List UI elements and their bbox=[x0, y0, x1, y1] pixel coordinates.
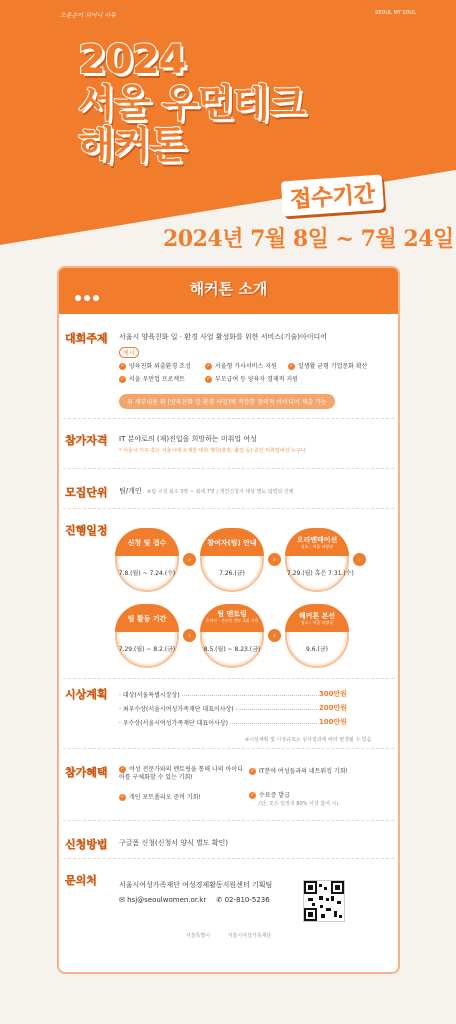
apply-method-label: 신청방법 bbox=[65, 838, 108, 851]
eligibility-sub: * 서울시 거주 혹은 서울시에 소재한 대학 재학(휴학, 졸업 등) 중인 미취업여성 누구나 bbox=[119, 448, 306, 454]
team-desc: 팀/개인 bbox=[119, 487, 142, 495]
prize-name: · 우수상(서울시여성가족재단 대표이사상) bbox=[119, 720, 228, 727]
step-title: 팀 멘토링 bbox=[217, 610, 247, 618]
step-date: 7.26.(금) bbox=[219, 570, 245, 577]
step-sub: 온라인 · 온라인 멘토 3회 지원 bbox=[205, 618, 259, 623]
hero-slogan: SEOUL MY SOUL bbox=[375, 10, 416, 16]
step-title: 팀 활동 기간 bbox=[127, 615, 167, 623]
hackathon-info-card bbox=[57, 266, 400, 974]
step-date: 7.29.(월) ~ 8.2.(금) bbox=[118, 646, 176, 653]
schedule-step bbox=[115, 528, 179, 592]
schedule-step bbox=[200, 528, 264, 592]
benefit-item: ✓ IT분야 여성들과의 네트워킹 기회! bbox=[250, 768, 348, 775]
foundation-logo: 서울시여성가족재단 bbox=[227, 933, 272, 939]
card-title: 해커톤 소개 bbox=[189, 280, 268, 298]
example-item: ✓ 일생활 균형 기업문화 확산 bbox=[289, 363, 368, 370]
cert-note: (단, 모든 일정의 80% 이상 참여 시) bbox=[259, 801, 339, 807]
prize-row bbox=[119, 704, 347, 713]
chevron-right-icon: › bbox=[268, 629, 281, 642]
example-item: ✓ 양육친화 외출환경 조성 bbox=[120, 363, 191, 370]
contact-email-row bbox=[119, 896, 270, 904]
step-title: 참여자(팀) 안내 bbox=[207, 539, 257, 547]
step-date: 7.8.(월) ~ 7.24.(수) bbox=[118, 570, 176, 577]
benefit-item: ✓ 여성 전문가와의 멘토링을 통해 나의 아이디어를 구체화할 수 있는 기회! bbox=[119, 766, 243, 782]
step-date: 9.6.(금) bbox=[306, 646, 328, 653]
step-sub: 장소 : 서울 다방장 bbox=[300, 620, 334, 625]
divider bbox=[63, 468, 394, 469]
prizes-label: 시상계획 bbox=[65, 688, 108, 701]
hero-tagline: 오른손이 되어니 사유 bbox=[60, 12, 116, 19]
contact-phone[interactable]: 02-810-5236 bbox=[224, 896, 270, 904]
hero-banner bbox=[0, 0, 456, 300]
step-date: 7.29.(월) 혹은 7.31.(수) bbox=[287, 570, 354, 577]
benefit-item: ✓ 수료증 발급 bbox=[250, 792, 290, 799]
divider bbox=[63, 418, 394, 419]
team-sub: ※팀 구성 최소 3명 ~ 최대 7명 / 개인신청자 대상 별도 팀빌딩 진행 bbox=[147, 489, 294, 495]
schedule-step bbox=[285, 528, 354, 592]
topic-label: 대회주제 bbox=[65, 332, 108, 345]
step-title: 오리엔테이션 bbox=[296, 536, 338, 544]
eligibility-desc: IT 분야로의 (재)진입을 희망하는 미취업 여성 bbox=[119, 435, 257, 443]
divider bbox=[63, 820, 394, 821]
chevron-right-icon: › bbox=[183, 629, 196, 642]
example-label: 예시 bbox=[119, 347, 139, 358]
prize-amount: 200만원 bbox=[318, 704, 347, 712]
hero-title-year: 2024 bbox=[78, 37, 186, 83]
step-title: 신청 및 접수 bbox=[127, 539, 167, 547]
divider bbox=[63, 858, 394, 859]
prize-name: · 대상(서울특별시장상) bbox=[119, 692, 180, 699]
divider bbox=[63, 748, 394, 749]
hero-title-line3: 해커톤 bbox=[78, 123, 186, 167]
prizes-note: ※시상계획 및 시상규모는 심사결과에 따라 변경될 수 있음 bbox=[245, 737, 372, 743]
divider bbox=[63, 678, 394, 679]
schedule-step bbox=[200, 604, 264, 668]
prize-row bbox=[119, 690, 347, 699]
footer-logos bbox=[59, 932, 398, 939]
eligibility-label: 참가자격 bbox=[65, 434, 108, 447]
chevron-right-icon: › bbox=[353, 553, 366, 566]
benefits-label: 참가혜택 bbox=[65, 766, 108, 779]
topic-desc: 서울시 양육친화 일 · 환경 사업 활성화를 위한 서비스(기술)아이디어 bbox=[119, 333, 328, 341]
contact-org: 서울시여성가족재단 여성경제활동지원센터 기획팀 bbox=[119, 881, 273, 889]
prize-name: · 최우수상(서울시여성가족재단 대표이사상) bbox=[119, 706, 234, 713]
step-sub: 장소 : 서울 다방장 bbox=[300, 544, 334, 549]
hero-title bbox=[78, 37, 338, 167]
apply-period-badge: 접수기간 bbox=[281, 175, 384, 217]
contact-label: 문의처 bbox=[65, 874, 97, 887]
step-title: 해커톤 본선 bbox=[298, 612, 336, 620]
prize-amount: 300만원 bbox=[318, 690, 347, 698]
chevron-right-icon: › bbox=[183, 553, 196, 566]
schedule-label: 진행일정 bbox=[65, 524, 108, 537]
qr-code-icon[interactable] bbox=[303, 880, 345, 922]
benefit-item: ✓ 개인 포트폴리오 준비 기회! bbox=[120, 794, 201, 801]
apply-period-dates: 2024년 7월 8일 ~ 7월 24일 bbox=[163, 226, 454, 252]
schedule-step bbox=[285, 604, 349, 668]
chevron-right-icon: › bbox=[268, 553, 281, 566]
step-date: 8.5.(월) ~ 8.23.(금) bbox=[203, 646, 261, 653]
seoul-city-logo: 서울특별시 bbox=[185, 933, 211, 939]
contact-email[interactable]: hsj@seoulwomen.or.kr bbox=[127, 896, 207, 904]
card-header bbox=[59, 268, 398, 314]
topic-note-pill: 위 세부내용 외 [양육친화 일·환경 사업]에 적합한 창의적 아이디어 제출 가능 bbox=[119, 394, 335, 409]
divider bbox=[63, 508, 394, 509]
mail-icon: ✉ bbox=[119, 896, 125, 904]
team-label: 모집단위 bbox=[65, 486, 108, 499]
apply-method-desc: 구글폼 신청(신청서 양식 별도 확인) bbox=[119, 839, 229, 847]
phone-icon: ✆ bbox=[216, 896, 223, 904]
prize-row bbox=[119, 718, 347, 727]
example-item: ✓ 서울 우먼업 프로젝트 bbox=[120, 376, 185, 383]
hero-title-line2: 서울 우먼테크 bbox=[78, 81, 305, 125]
example-item: ✓ 서울형 가사서비스 지원 bbox=[206, 363, 277, 370]
schedule-step bbox=[115, 604, 179, 668]
prize-amount: 100만원 bbox=[318, 718, 347, 726]
example-item: ✓ 부모급여 등 양육자 경제적 지원 bbox=[206, 376, 298, 383]
